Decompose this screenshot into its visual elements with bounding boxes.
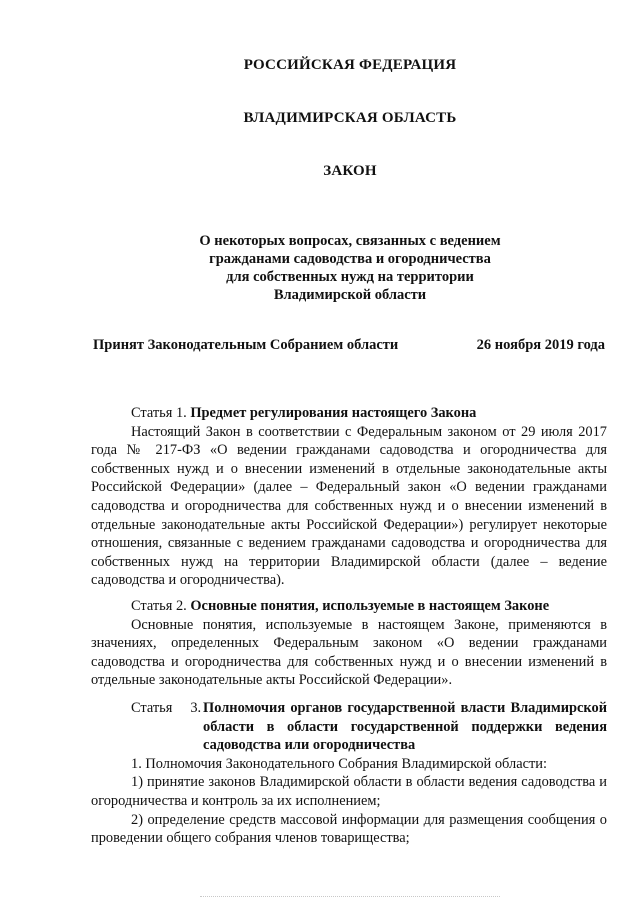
article-3 [91,699,607,848]
article-3-label [91,699,203,755]
article-1 [91,404,607,590]
article-3-heading [91,699,607,755]
article-2-heading [91,597,607,616]
article-3-paragraph-1: 1. Полномочия Законодательного Собрания Владимирской области: [131,755,547,772]
article-2 [91,597,607,690]
article-3-item-1: 1) принятие законов Владимирской области в области ведения садоводства и огородничества и контроль за их исполнением; [91,774,607,809]
article-3-label-num: 3. [190,700,202,716]
article-3-item-2: 2) определение средств массовой информации для размещения сообщения о проведении общего собрания членов товарищества; [91,811,607,847]
subject-line: О некоторых вопросах, связанных с ведением [199,233,501,249]
adopted-by: Принят Законодательным Собранием области [93,337,399,353]
scan-footer-artifact [200,896,500,900]
article-1-text: Настоящий Закон в соответствии с Федеральным законом от 29 июля 2017 года № 217-ФЗ «О ведении гражданами садоводства и огородничества для собственных нужд и о внесении изменений в отдельные законодательные акты Российской Федерации» (далее – Федеральный закон «О ведении гражданами садоводства и огородничества для собственных нужд и о внесении изменений в отдельные законодательные акты Российской Федерации») регулирует некоторые отношения, связанные с ведением гражданами садоводства и огородничества для собственных нужд на территории Владимирской области (далее – ведение садоводства и огородничества). [91,423,607,589]
article-1-heading [91,404,607,423]
header-country: РОССИЙСКАЯ ФЕДЕРАЦИЯ [243,57,457,73]
header-region: ВЛАДИМИРСКАЯ ОБЛАСТЬ [243,110,457,126]
adoption-row [93,337,605,354]
law-subject [190,232,510,304]
article-3-title: Полномочия органов государственной власти Владимирской области в области государственной поддержки ведения садоводства или огородничества [203,700,607,754]
subject-line: Владимирской области [273,287,427,303]
subject-line: гражданами садоводства и огородничества [209,251,491,267]
subject-line: для собственных нужд на территории [226,269,474,285]
adoption-date: 26 ноября 2019 года [476,337,605,353]
article-3-label-word: Статья [131,700,173,716]
article-2-text: Основные понятия, используемые в настоящем Законе, применяются в значениях, определенных Федеральным законом «О ведении гражданами садоводства и огородничества для собственных нужд и о внесении изменений в отдельные законодательные акты Российской Федерации». [91,616,607,689]
article-1-title: Предмет регулирования настоящего Закона [190,405,477,421]
article-2-label: Статья 2. [131,598,187,614]
article-2-title: Основные понятия, используемые в настоящем Законе [190,598,550,614]
article-1-label: Статья 1. [131,405,187,421]
header-doc-type: ЗАКОН [323,163,377,179]
